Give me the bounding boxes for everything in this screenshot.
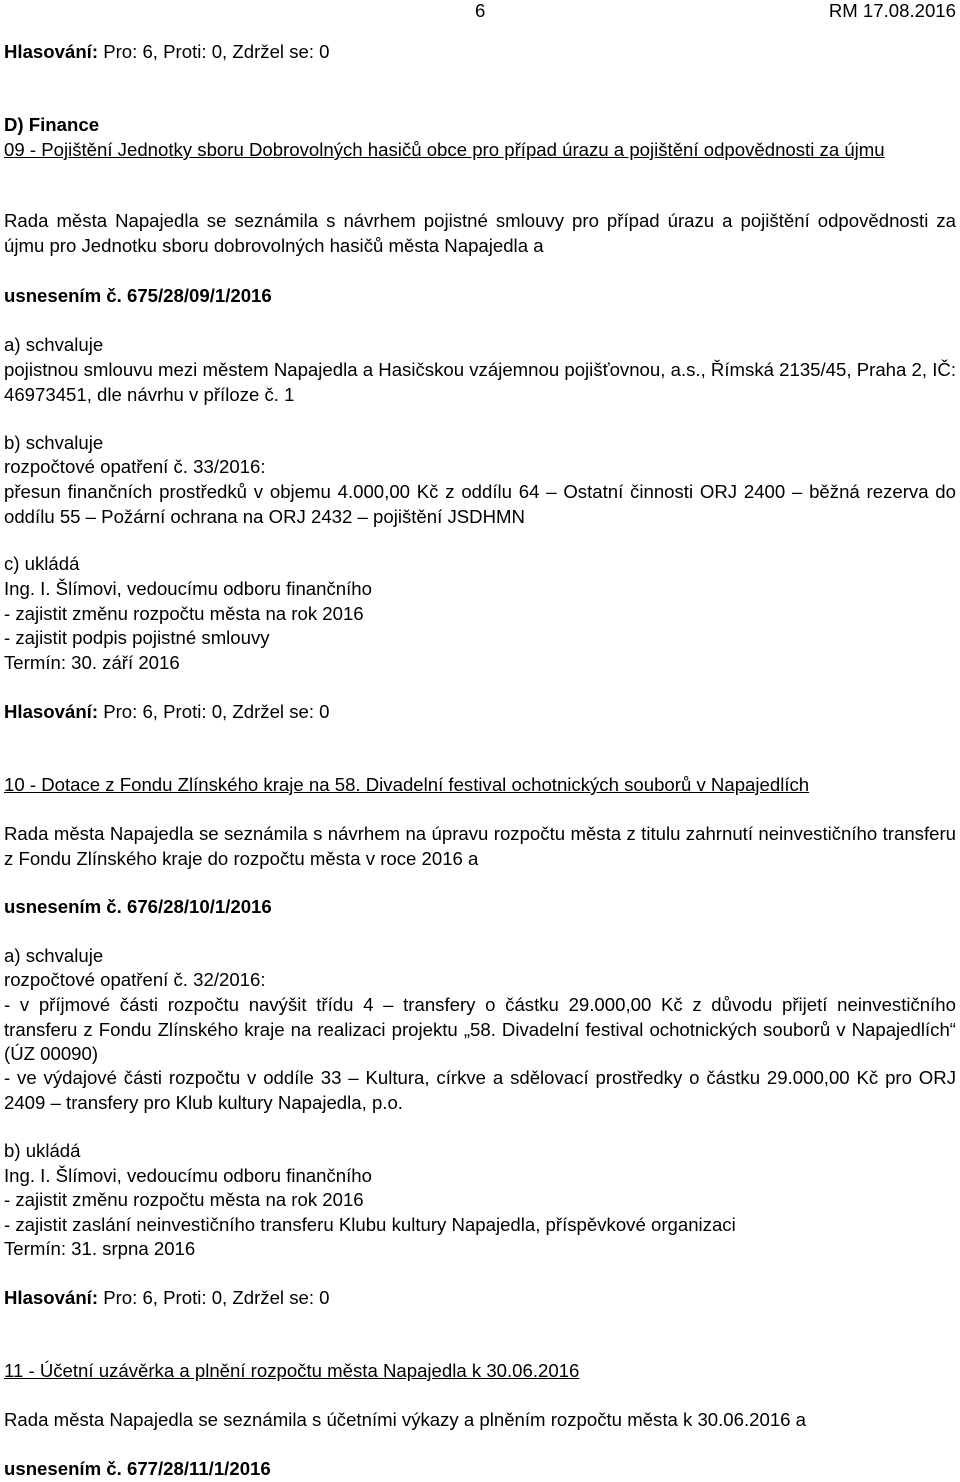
item-09-b-line1: rozpočtové opatření č. 33/2016: (4, 456, 266, 477)
item-10-a-line1: rozpočtové opatření č. 32/2016: (4, 969, 266, 990)
vote-line-top (4, 40, 956, 65)
resolution-number: 677/28/11/1/2016 (126, 1458, 271, 1479)
vote-label: Hlasování: (4, 1287, 99, 1308)
item-10-vote (4, 1286, 956, 1311)
item-10-b-line2: - zajistit změnu rozpočtu města na rok 2016 (4, 1189, 364, 1210)
item-09-b-label: b) schvaluje (4, 432, 104, 453)
item-10-resolution (4, 895, 956, 920)
item-09-title: 09 - Pojištění Jednotky sboru Dobrovolných hasičů obce pro případ úrazu a pojištění odpovědnosti za újmu (4, 139, 885, 160)
item-09-deadline: Termín: 30. září 2016 (4, 652, 180, 673)
item-11-resolution (4, 1457, 956, 1482)
item-09-c-line3: - zajistit podpis pojistné smlouvy (4, 627, 270, 648)
item-10-a-text1: - v příjmové části rozpočtu navýšit třídu 4 – transfery o částku 29.000,00 Kč z důvodu přijetí neinvestičního transferu z Fondu Zlínského kraje na realizaci projektu „58. Divadelní festival ochotnických souborů v Napajedlích“ (ÚZ 00090) (4, 994, 956, 1064)
item-10-a-label: a) schvaluje (4, 945, 104, 966)
item-09-c-line1: Ing. I. Šlímovi, vedoucímu odboru finančního (4, 578, 372, 599)
item-09-intro: Rada města Napajedla se seznámila s návrhem pojistné smlouvy pro případ úrazu a pojištění odpovědnosti za újmu pro Jednotku sboru dobrovolných hasičů města Napajedla a (4, 210, 956, 256)
item-09-vote (4, 700, 956, 725)
item-10-a-text2: - ve výdajové části rozpočtu v oddíle 33 – Kultura, církve a sdělovací prostředky o částku 29.000,00 Kč pro ORJ 2409 – transfery pro Klub kultury Napajedla, p.o. (4, 1067, 956, 1113)
item-09-c-line2: - zajistit změnu rozpočtu města na rok 2016 (4, 603, 364, 624)
resolution-number: 676/28/10/1/2016 (126, 896, 272, 917)
vote-label: Hlasování: (4, 41, 99, 62)
resolution-label: usnesením č. (4, 896, 122, 917)
vote-value: Pro: 6, Proti: 0, Zdržel se: 0 (103, 1287, 330, 1308)
item-11-intro: Rada města Napajedla se seznámila s účetními výkazy a plněním rozpočtu města k 30.06.2016 a (4, 1409, 807, 1430)
item-10-b-line3: - zajistit zaslání neinvestičního transferu Klubu kultury Napajedla, příspěvkové organizaci (4, 1214, 736, 1235)
vote-value: Pro: 6, Proti: 0, Zdržel se: 0 (103, 701, 330, 722)
vote-label: Hlasování: (4, 701, 99, 722)
item-09-resolution (4, 284, 956, 309)
item-10-intro: Rada města Napajedla se seznámila s návrhem na úpravu rozpočtu města z titulu zahrnutí neinvestičního transferu z Fondu Zlínského kraje do rozpočtu města v roce 2016 a (4, 823, 956, 869)
item-10-b-line1: Ing. I. Šlímovi, vedoucímu odboru finančního (4, 1165, 372, 1186)
meeting-date: RM 17.08.2016 (828, 0, 956, 21)
vote-value: Pro: 6, Proti: 0, Zdržel se: 0 (103, 41, 330, 62)
item-09-a-text: pojistnou smlouvu mezi městem Napajedla a Hasičskou vzájemnou pojišťovnou, a.s., Římská 2135/45, Praha 2, IČ: 46973451, dle návrhu v příloze č. 1 (4, 359, 956, 405)
page-number: 6 (475, 0, 486, 21)
page-header (4, 0, 956, 24)
item-10-deadline: Termín: 31. srpna 2016 (4, 1238, 196, 1259)
resolution-label: usnesením č. (4, 1458, 122, 1479)
item-10-title: 10 - Dotace z Fondu Zlínského kraje na 58. Divadelní festival ochotnických souborů v Napajedlích (4, 774, 810, 795)
section-title: D) Finance (4, 114, 100, 135)
item-11-title: 11 - Účetní uzávěrka a plnění rozpočtu města Napajedla k 30.06.2016 (4, 1360, 580, 1381)
item-09-a-label: a) schvaluje (4, 334, 104, 355)
item-10-b-label: b) ukládá (4, 1140, 81, 1161)
item-09-c-label: c) ukládá (4, 553, 80, 574)
resolution-number: 675/28/09/1/2016 (126, 285, 272, 306)
resolution-label: usnesením č. (4, 285, 122, 306)
item-09-b-text: přesun finančních prostředků v objemu 4.000,00 Kč z oddílu 64 – Ostatní činnosti ORJ 2400 – běžná rezerva do oddílu 55 – Požární ochrana na ORJ 2432 – pojištění JSDHMN (4, 481, 956, 527)
